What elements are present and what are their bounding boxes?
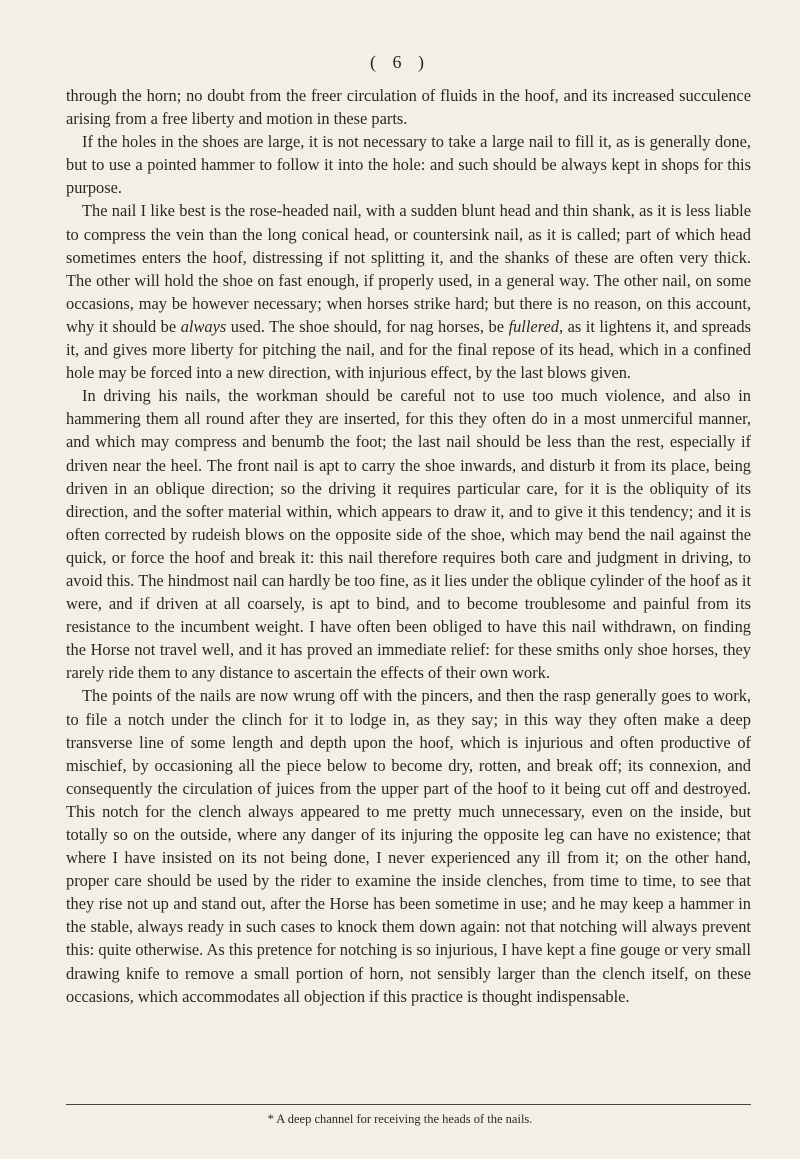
paragraph — [66, 199, 751, 384]
text-run: , as it lightens it, and spreads it, and gives more liberty for pitching the nail, and for the final repose of its head, which in a confined hole may be forced into a new direction, with injurious effect, by the last blows given. — [66, 316, 751, 383]
text-run: The nail I like best is the rose-headed nail, with a sudden blunt head and thin shank, as it is less liable to compress the vein than the long conical head, or countersink nail, as it is called; part of which head sometimes enters the hoof, distressing if not splitting it, and the shanks of these are often very thick. The other will hold the shoe on fast enough, if properly used, in a general way. The other nail, on some occasions, may be however necessary; when horses strike hard; but there is no reason, on this account, why it should be — [66, 201, 751, 336]
footnote: * A deep channel for receiving the heads of the nails. — [267, 1112, 533, 1126]
italic-text: always — [180, 316, 227, 336]
text-run: through the horn; no doubt from the freer circulation of fluids in the hoof, and its increased succulence arising from a free liberty and motion in these parts. — [66, 86, 751, 129]
page-number: ( 6 ) — [370, 52, 430, 72]
text-run: In driving his nails, the workman should be careful not to use too much violence, and also in hammering them all round after they are inserted, for this they often do in a most unmerciful manner, and which may compress and benumb the foot; the last nail should be less than the rest, especially if driven near the heel. The front nail is apt to carry the shoe inwards, and disturb it from its place, being driven in an oblique direction; so the driving it requires particular care, for it is the obliquity of its direction, and the softer material within, which appears to draw it, and to give it this tendency; and it is often corrected by rudeish blows on the opposite side of the shoe, which may bend the nail against the quick, or force the hoof and break it: this nail therefore requires both care and judgment in driving, to avoid this. The hindmost nail can hardly be too fine, as it lies under the oblique cylinder of the hoof as it were, and if driven at all coarsely, is apt to bind, and to become troublesome and painful from its resistance to the incumbent weight. I have often been obliged to have this nail withdrawn, on finding the Horse not travel well, and it has proved an immediate relief: for these smiths only shoe horses, they rarely ride them to any distance to ascertain the effects of their own work. — [66, 386, 751, 683]
paragraph — [66, 84, 751, 130]
paragraph — [66, 684, 751, 1007]
body-text — [66, 84, 751, 1008]
text-run: used. The shoe should, for nag horses, be — [226, 316, 509, 336]
italic-text: fullered — [508, 316, 559, 336]
text-run: The points of the nails are now wrung off with the pincers, and then the rasp generally goes to work, to file a notch under the clinch for it to lodge in, as they say; in this way they often make a deep transverse line of some length and depth upon the hoof, which is injurious and often productive of mischief, by occasioning all the piece below to become dry, rotten, and break off; its connexion, and consequently the circulation of juices from the upper part of the hoof to it being cut off and destroyed. This notch for the clench always appeared to me pretty much unnecessary, even on the inside, but totally so on the outside, where any danger of its injuring the opposite leg can have no existence; that where I have insisted on its not being done, I never experienced any ill from it; on the other hand, proper care should be used by the rider to examine the inside clenches, from time to time, to see that they rise not up and stand out, after the Horse has been sometime in use; and he may keep a hammer in the stable, always ready in such cases to knock them down again: not that notching will always prevent this: quite otherwise. As this pretence for notching is so injurious, I have kept a fine gouge or very small drawing knife to remove a small portion of horn, not sensibly larger than the clench itself, on these occasions, which accommodates all objection if this practice is thought indispensable. — [66, 686, 751, 1006]
footnote-divider — [66, 1104, 751, 1105]
paragraph — [66, 384, 751, 684]
paragraph — [66, 130, 751, 199]
text-run: If the holes in the shoes are large, it is not necessary to take a large nail to fill it, as is generally done, but to use a pointed hammer to follow it into the hole: and such should be always kept in shops for this purpose. — [66, 132, 751, 198]
